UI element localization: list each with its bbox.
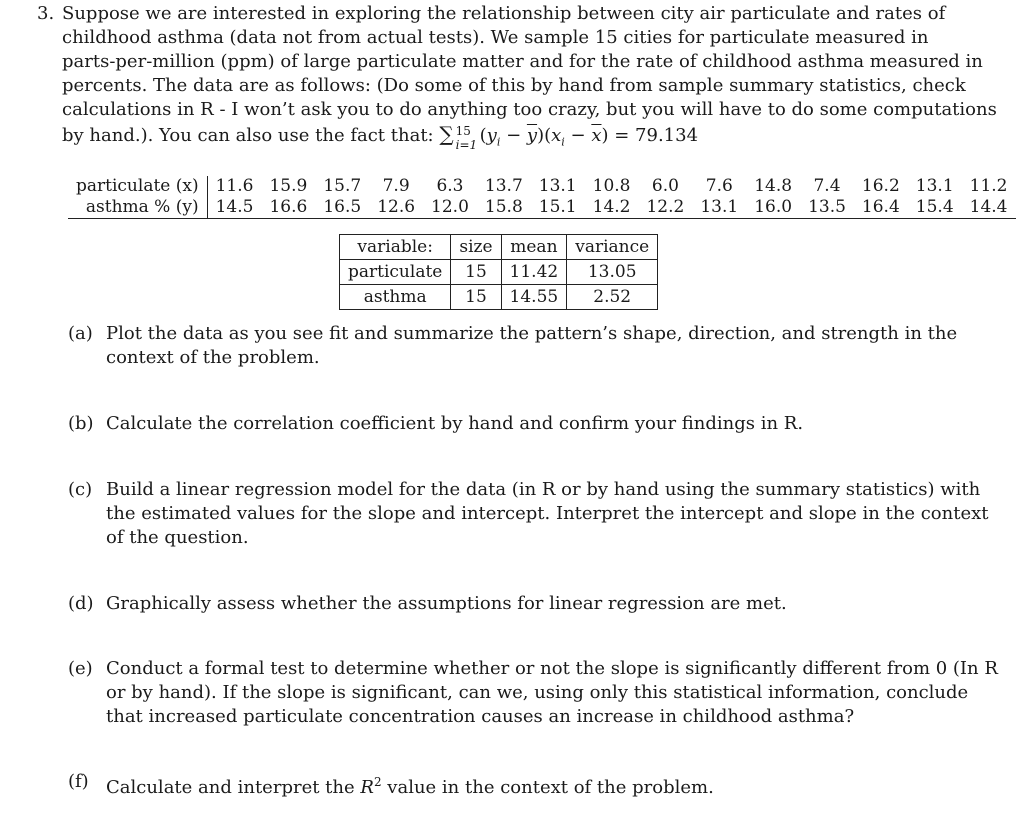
r-symbol: R bbox=[360, 777, 374, 798]
intro-last-prefix: by hand.). You can also use the fact that: bbox=[62, 125, 440, 146]
sum-value: = 79.134 bbox=[614, 125, 699, 146]
intro-line: percents. The data are as follows: (Do some of this by hand from sample summary statistics, check bbox=[62, 75, 966, 96]
stats-cell: asthma bbox=[340, 285, 451, 310]
data-cell: 13.5 bbox=[800, 197, 854, 219]
data-cell: 16.0 bbox=[746, 197, 800, 219]
data-cell: 15.4 bbox=[908, 197, 962, 219]
question-prefix: Calculate and interpret the bbox=[106, 777, 361, 798]
stats-cell: 15 bbox=[451, 285, 501, 310]
stats-cell: 14.55 bbox=[501, 285, 567, 310]
data-cell: 16.6 bbox=[261, 197, 315, 219]
question-label: (f) bbox=[68, 771, 89, 792]
stats-header-row bbox=[340, 235, 658, 260]
data-cell: 14.2 bbox=[585, 197, 639, 219]
data-cell: 13.1 bbox=[915, 176, 954, 196]
intro-line: childhood asthma (data not from actual tests). We sample 15 cities for particulate measured in bbox=[62, 27, 929, 48]
question-line: or by hand). If the slope is significant, can we, using only this statistical information, conclude bbox=[106, 682, 969, 703]
data-cell: 14.8 bbox=[754, 176, 793, 196]
question-label: (d) bbox=[68, 593, 94, 614]
sum-lower-limit: i=1 bbox=[455, 138, 478, 152]
question-label: (b) bbox=[68, 413, 94, 434]
question-line: that increased particulate concentration causes an increase in childhood asthma? bbox=[106, 706, 855, 727]
data-table-row bbox=[68, 176, 1016, 197]
question-line: Calculate the correlation coefficient by hand and confirm your findings in R. bbox=[106, 413, 804, 434]
data-cell: 15.8 bbox=[477, 197, 531, 219]
data-table-row bbox=[68, 197, 1016, 219]
question-line: Conduct a formal test to determine whether or not the slope is significantly different from 0 (In R bbox=[106, 658, 998, 679]
data-cell: 13.1 bbox=[692, 197, 746, 219]
data-cell: 12.6 bbox=[369, 197, 423, 219]
data-cell: 6.3 bbox=[436, 176, 464, 196]
intro-line: parts-per-million (ppm) of large particulate matter and for the rate of childhood asthma measured in bbox=[62, 51, 983, 72]
intro-line: calculations in R - I won’t ask you to do anything too crazy, but you will have to do some computations bbox=[62, 99, 997, 120]
question-line: the estimated values for the slope and intercept. Interpret the intercept and slope in the context bbox=[106, 503, 989, 524]
intro-last-line bbox=[62, 122, 698, 155]
data-cell: 7.4 bbox=[813, 176, 841, 196]
question-text bbox=[106, 657, 998, 729]
question-line: Build a linear regression model for the data (in R or by hand using the summary statistics) with bbox=[106, 479, 981, 500]
data-cell: 7.6 bbox=[705, 176, 733, 196]
data-table bbox=[68, 176, 1016, 219]
data-cell: 11.2 bbox=[969, 176, 1008, 196]
stats-header-cell: mean bbox=[501, 235, 567, 260]
stats-cell: particulate bbox=[340, 260, 451, 285]
data-cell: 13.7 bbox=[484, 176, 523, 196]
sum-formula: ∑ 15 i=1 $(y_i - \overline{y})(x_i - \overline{x})$ bbox=[439, 125, 614, 146]
question-label: (e) bbox=[68, 658, 93, 679]
data-cell: 11.6 bbox=[215, 176, 254, 196]
data-cell: 7.9 bbox=[382, 176, 410, 196]
question-suffix: value in the context of the problem. bbox=[381, 777, 714, 798]
stats-cell: 11.42 bbox=[501, 260, 567, 285]
data-cell: 15.9 bbox=[269, 176, 308, 196]
stats-header-cell: variance bbox=[567, 235, 658, 260]
data-cell: 15.7 bbox=[323, 176, 362, 196]
stats-cell: 15 bbox=[451, 260, 501, 285]
intro-line: Suppose we are interested in exploring the relationship between city air particulate and rates of bbox=[62, 3, 946, 24]
data-cell: 15.1 bbox=[531, 197, 585, 219]
data-cell: 10.8 bbox=[592, 176, 631, 196]
stats-cell: 2.52 bbox=[567, 285, 658, 310]
question-line: of the question. bbox=[106, 527, 249, 548]
question-text bbox=[106, 322, 957, 370]
data-cell: 14.5 bbox=[207, 197, 261, 219]
question-line: Graphically assess whether the assumptions for linear regression are met. bbox=[106, 593, 787, 614]
stats-cell: 13.05 bbox=[567, 260, 658, 285]
data-cell: 12.2 bbox=[638, 197, 692, 219]
question-line: Plot the data as you see fit and summarize the pattern’s shape, direction, and strength in the bbox=[106, 323, 958, 344]
data-cell: 12.0 bbox=[423, 197, 477, 219]
question-label: (c) bbox=[68, 479, 93, 500]
data-cell: 6.0 bbox=[651, 176, 679, 196]
question-text bbox=[106, 412, 803, 436]
stats-header-cell: size bbox=[451, 235, 501, 260]
row-label: asthma % (y) bbox=[68, 197, 207, 219]
stats-row bbox=[340, 260, 658, 285]
stats-row bbox=[340, 285, 658, 310]
data-cell: 16.5 bbox=[315, 197, 369, 219]
question-text bbox=[106, 478, 989, 550]
question-line: context of the problem. bbox=[106, 347, 320, 368]
row-label: particulate (x) bbox=[68, 176, 207, 197]
stats-header-cell: variable: bbox=[340, 235, 451, 260]
data-cell: 16.4 bbox=[854, 197, 908, 219]
summary-stats-table bbox=[339, 234, 658, 310]
data-cell: 13.1 bbox=[538, 176, 577, 196]
data-cell: 14.4 bbox=[962, 197, 1016, 219]
superscript: 2 bbox=[373, 775, 382, 789]
question-label: (a) bbox=[68, 323, 93, 344]
data-cell: 16.2 bbox=[861, 176, 900, 196]
question-line bbox=[106, 770, 714, 798]
question-text bbox=[106, 770, 714, 798]
question-text bbox=[106, 592, 787, 616]
sum-upper-limit: 15 bbox=[455, 124, 471, 138]
problem-number: 3. bbox=[37, 3, 55, 24]
